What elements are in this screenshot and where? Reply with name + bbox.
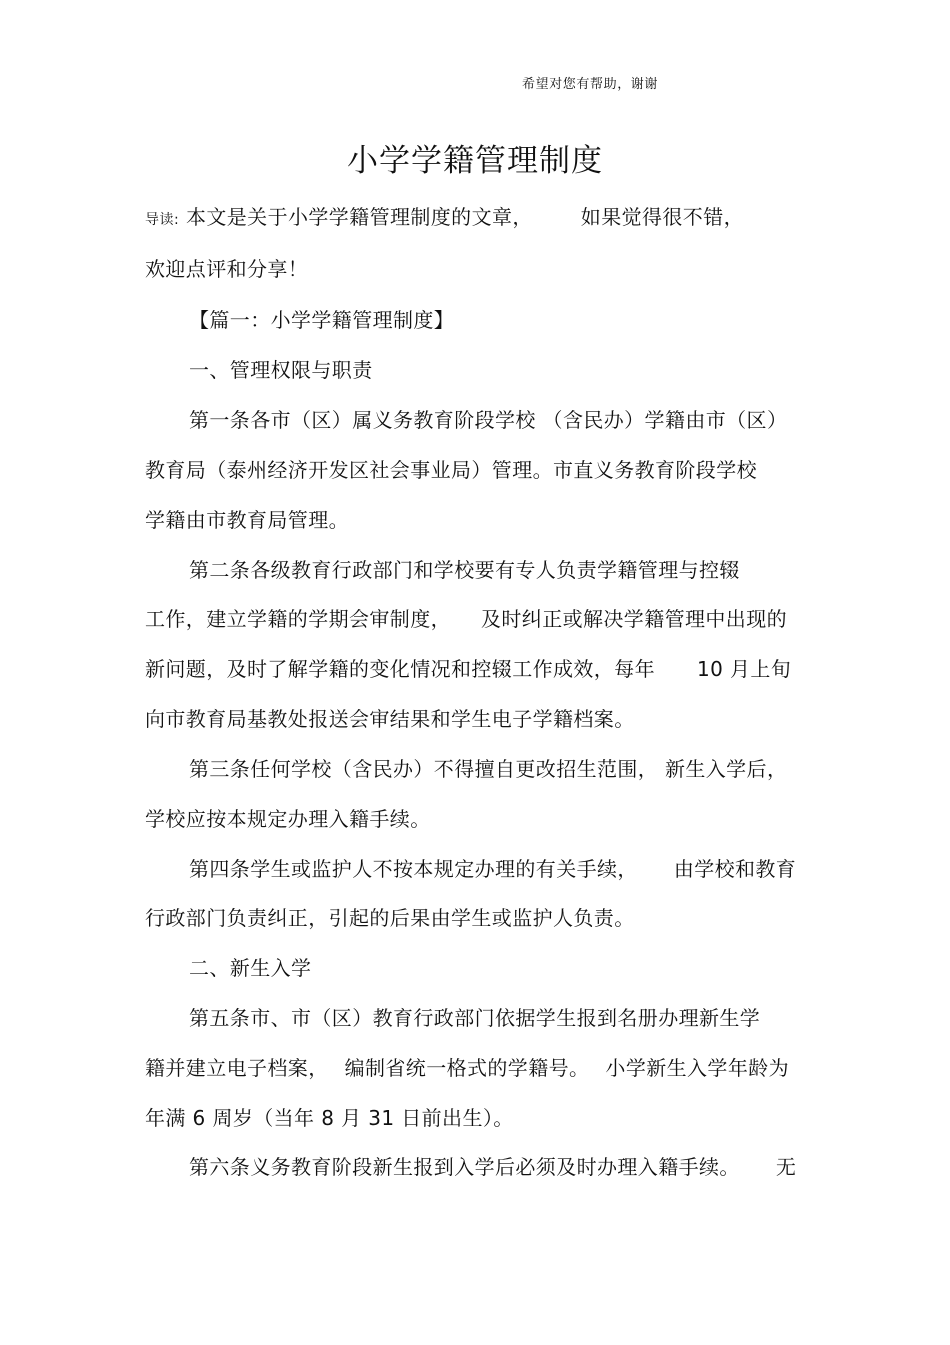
article-5-line-2-c: 小学新生入学年龄为 <box>605 1056 790 1080</box>
heading-2: 二、新生入学 <box>189 956 312 980</box>
intro-text-b: 如果觉得很不错， <box>580 205 744 229</box>
article-2-line-2-a: 工作，建立学籍的学期会审制度， <box>145 607 451 631</box>
document-title: 小学学籍管理制度 <box>347 143 603 179</box>
article-4-line-1-a: 第四条学生或监护人不按本规定办理的有关手续， <box>189 857 638 881</box>
heading-1: 一、管理权限与职责 <box>189 358 373 382</box>
article-2-line-3-b: 10 月上旬 <box>697 657 792 681</box>
intro-label: 导读: <box>145 212 180 228</box>
article-6-line-1-b: 无 <box>775 1155 797 1179</box>
article-2-line-3-a: 新问题，及时了解学籍的变化情况和控辍工作成效，每年 <box>145 657 655 681</box>
article-6-line-1 <box>189 1154 796 1180</box>
article-6-line-1-a: 第六条义务教育阶段新生报到入学后必须及时办理入籍手续。 <box>189 1155 740 1179</box>
intro-line-1 <box>145 204 744 233</box>
article-2-line-1: 第二条各级教育行政部门和学校要有专人负责学籍管理与控辍 <box>189 558 740 582</box>
article-5-line-2-a: 籍并建立电子档案， <box>145 1056 329 1080</box>
article-3-line-2: 学校应按本规定办理入籍手续。 <box>145 807 431 831</box>
article-4-line-1-b: 由学校和教育 <box>673 857 797 881</box>
article-2-line-4: 向市教育局基教处报送会审结果和学生电子学籍档案。 <box>145 707 635 731</box>
article-5-line-2 <box>145 1055 789 1081</box>
intro-text-a: 本文是关于小学学籍管理制度的文章， <box>185 205 533 229</box>
article-5-line-3: 年满 6 周岁（当年 8 月 31 日前出生）。 <box>145 1106 514 1130</box>
article-5-line-1: 第五条市、市（区）教育行政部门依据学生报到名册办理新生学 <box>189 1006 761 1030</box>
article-1-line-3: 学籍由市教育局管理。 <box>145 508 349 532</box>
section-title: 【篇一：小学学籍管理制度】 <box>189 308 455 332</box>
header-note: 希望对您有帮助，谢谢 <box>522 77 659 92</box>
article-2-line-3 <box>145 656 791 682</box>
article-2-line-2-b: 及时纠正或解决学籍管理中出现的 <box>481 607 787 631</box>
article-4-line-1 <box>189 856 796 882</box>
article-4-line-2: 行政部门负责纠正，引起的后果由学生或监护人负责。 <box>145 906 635 930</box>
article-2-line-2 <box>145 606 787 632</box>
article-3-line-1: 第三条任何学校（含民办）不得擅自更改招生范围， 新生入学后， <box>189 757 788 781</box>
article-1-line-2: 教育局（泰州经济开发区社会事业局）管理。市直义务教育阶段学校 <box>145 458 757 482</box>
intro-line-2: 欢迎点评和分享！ <box>145 257 309 281</box>
article-1-line-1: 第一条各市（区）属义务教育阶段学校 （含民办）学籍由市（区） <box>189 408 788 432</box>
article-5-line-2-b: 编制省统一格式的学籍号。 <box>344 1056 590 1080</box>
